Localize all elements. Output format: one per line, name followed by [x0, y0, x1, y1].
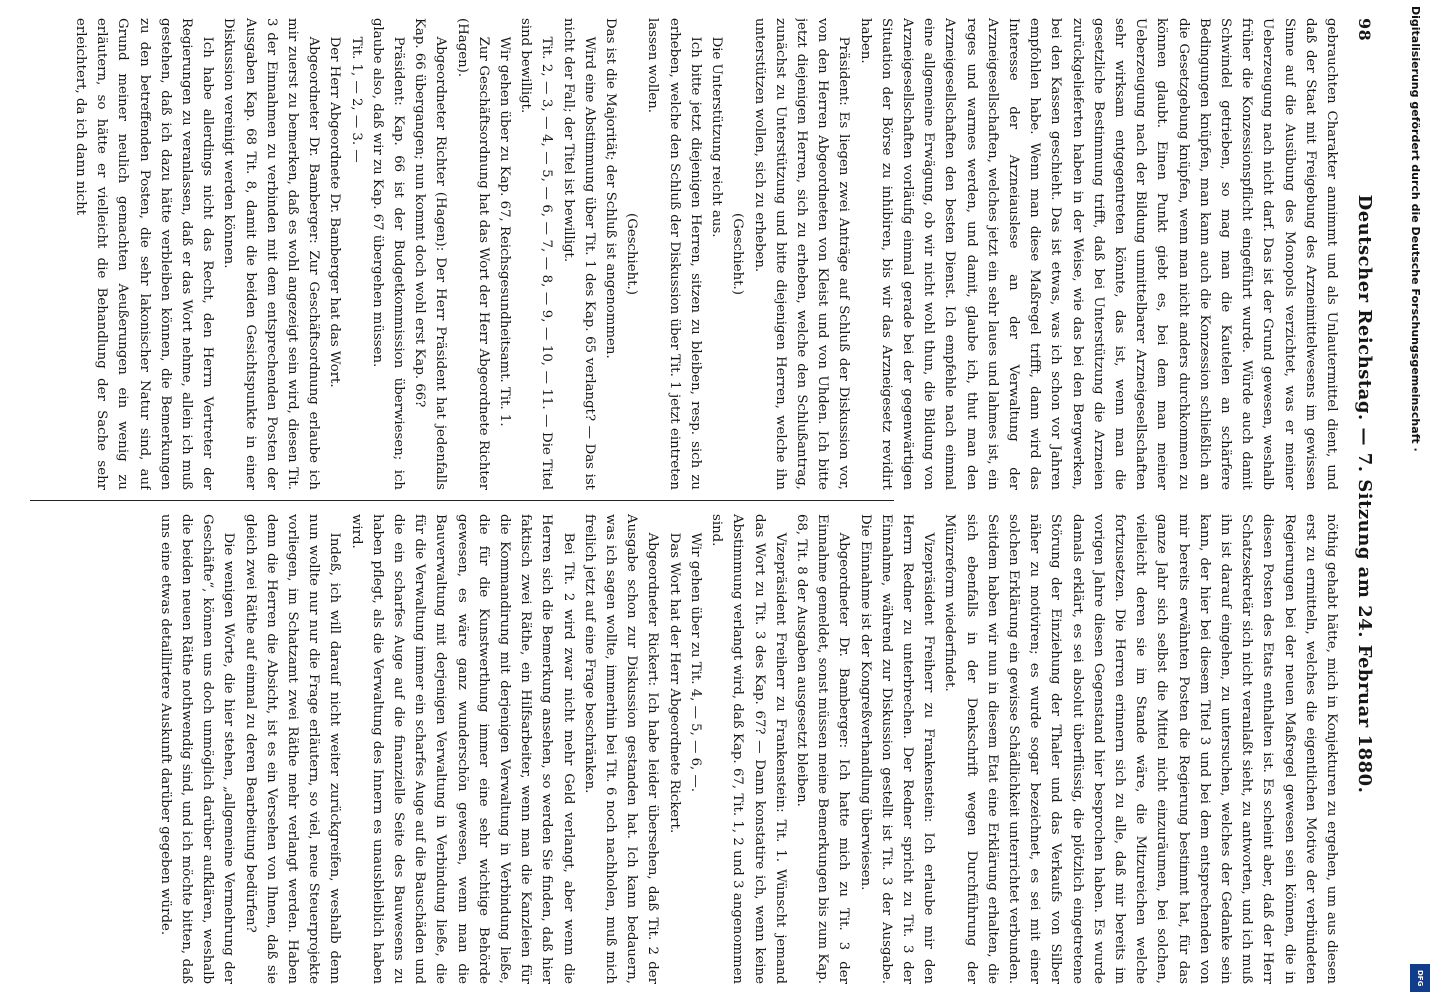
digitization-footer — [1408, 6, 1430, 994]
paragraph: Das ist die Majorität; der Schluß ist angenommen. — [603, 18, 619, 359]
paragraph: Abgeordneter Dr. Bamberger: Ich hatte mich zu Tit. 3 der Einnahme gemeldet, sonst müssen meine Bemerkungen bis zum Kap. 68, Tit. 8 der Ausgaben ausgesetzt bleiben. — [793, 514, 852, 984]
paragraph: (Geschieht.) — [624, 213, 640, 295]
paragraph: nöthig gehabt hätte, mich in Konjekturen zu ergehen, um aus diesen erst zu ermitteln, welches die eigentlichen Motive der verbündeten Regierungen bei der neuen Maßregel gewesen sein können, die in diesen Posten des Etats enthalten ist. Es scheint aber, daß der Herr Schatzsekretär sich nicht veranlaßt sieht, zu antworten, und ich muß ihn ist darauf eingehen, zu untersuchen, welches der Gedanke sein kann, der hier bei diesem Titel 3 und bei dem entsprechenden von mir bereits erwähnten Posten die Regierung bestimmt hat, für das ganze Jahr sich selbst die Mittel nicht einzuräumen, bei solchen, vielleicht deren sie im Stande wäre, die Mitzureichen welche fortzusetzen. Die Herren erinnern sich zu alle, daß mir bereits im vorigen Jahre diesen Gegenstand hier besprochen haben. Es wurde damals erklärt, es sei absolut überflüssig, die plötzlich eingetretene Störung der Einziehung der Thaler und das Verkaufs von Silber näher zu motiviren; es wurde sogar bezeichnet, es sei mit einer solchen Erklärung ein gewisse Schädlichkeit unterrichtet verbunden. Seitdem haben wir nun in diesem Etat eine Erklärung erhalten, die sich ebenfalls in der Denkschrift wegen Durchführung der Münzreform wiederfindet. — [942, 514, 1339, 984]
paragraph: Ich bitte jetzt diejenigen Herren, sitzen zu bleiben, resp. sich zu erheben, welche den Schluß der Diskussion über Tit. 1 jetzt eintreten lassen wollen. — [645, 18, 703, 490]
paragraph: (Geschieht.) — [730, 213, 746, 295]
dfg-logo: DFG — [1410, 964, 1430, 992]
paragraph: Wir gehen über zu Kap. 67, Reichsgesundheitsamt. Tit. 1. — [497, 36, 513, 427]
page-number: 98 — [1355, 18, 1375, 42]
paragraph: Wird eine Abstimmung über Tit. 1 des Kap. 65 verlangt? — Das ist nicht der Fall; der Titel ist bewilligt. — [560, 18, 597, 490]
paragraph: Das Wort hat der Herr Abgeordnete Rickert. — [666, 532, 682, 834]
paragraph: Tit. 1, — 2, — 3. — — [348, 36, 364, 163]
footer-credit: Digitalisierung gefördert durch die Deutsche Forschungsgemeinschaft · — [1409, 6, 1422, 452]
paragraph: Vizepräsident Freiherr zu Frankenstein: Ich erlaube mir den Herrn Redner zu unterbrechen. Der Redner spricht zu Tit. 3 der Einnahme, während zur Diskussion gestellt ist Tit. 3 der Ausgabe. Die Einnahme ist der Kongreßverhandlung überwiesen. — [857, 514, 937, 984]
paragraph: Bei Tit. 2 wird zwar nicht mehr Geld verlangt, aber wenn die Herren sich die Bemerkung ansehen, so werden Sie finden, daß hier faktisch zwei Räthe, ein Hilfsarbeiter, wenn man die Kanzleien für die Kommandirung mit derjenigen Verwaltung in Verbindung ließe, die für die Kunstwerthung immer eine sehr wichtige Behörde gewesen, es wäre ganz wunderschön gewesen, wenn man die Bauverwaltung mit derjenigen Verwaltung in Verbindung ließe, die für die Verwaltung immer ein scharfes Auge auf die Bauschäden und die ein scharfes Auge auf die finanzielle Seite des Bauwesens zu haben pflegt, als die Verwaltung des Innern es unausbleiblich haben wird. — [348, 514, 576, 984]
paragraph: Der Herr Abgeordnete Dr. Bamberger hat das Wort. — [327, 36, 343, 388]
paragraph: gebrauchten Charakter annimmt und als Unlautermittel dient, und daß der Staat mit Freigebung des Arzneimittelwesens im gewissen Sinne auf die Ausübung des Monopols verzichtet, was er meiner Ueberzeugung nach nicht darf. Das ist der Grund gewesen, weshalb früher die Konzessionspflicht eingeführt wurde. Würde auch damit Schwindel getrieben, so mag man die Kautelen an schärfere Bedingungen knüpfen, man kann auch die Konzession schließlich an die Gesetzgebung knüpfen, wenn man nicht anders durchkommen zu können glaubt. Einen Punkt giebt es, bei dem man meiner Ueberzeugung nach der Bildung unmittelbarer Arzneigesellschaften sehr wirksam entgegentreten könnte, das ist, wenn man die gesetzliche Bestimmung trifft, daß bei Unterstützung die Arzneien zurückgelieferten haben in der Weise, wie das bei den Bergwerken, bei den Kassen geschieht. Das ist etwas, was ich schon vor Jahren empfohlen habe. Wenn man diese Maßregel trifft, dann wird das Interesse der Arzneiauslese an der Verwaltung der Arzneigesellschaften, welches jetzt ein sehr laues und lahmes ist, ein reges und warmes werden, und damit, glaube ich, thut man den Arzneigesellschaften den besten Dienst. Ich empfehle nach einmal eine allgemeine Erwägung, ob wir nicht wohl thun, die Bildung von Arzneigesellschaften vorläufig einmal gerade bei der gegenwärtigen Situation der Börse zu inhibiren, bis wir das Arzneigesetz revidirt haben. — [857, 18, 1339, 490]
paragraph: Ich habe allerdings nicht das Recht, den Herrn Vertreter der Regierungen zu veranlassen, daß er das Wort nehme, allein ich muß gestehen, daß ich dazu hätte verbleiben können, die Bemerkungen zu den betreffenden Posten, die sehr lakonischer Natur sind, auf Grund meiner neulich gemachten Aeußerungen ein wenig zu erläutern, so hätte er vielleicht die Behandlung der Sache sehr erleichtert, da ich dann nicht — [73, 18, 216, 490]
right-column — [26, 514, 1342, 984]
paragraph: Vizepräsident Freiherr zu Frankenstein: Tit. 1. Wünscht jemand das Wort zu Tit. 3 des Kap. 67? — Dann konstatire ich, wenn keine Abstimmung verlangt wird, daß Kap. 67, Tit. 1, 2 und 3 angenommen sind. — [709, 514, 788, 984]
page-title: Deutscher Reichstag. — 7. Sitzung am 24. Februar 1880. — [1354, 194, 1376, 794]
paragraph: Abgeordneter Rickert: Ich habe leider übersehen, daß Tit. 2 der Ausgabe schon zur Diskussion gestanden hat. Ich kann bedauern, was ich sagen wollte, immerhin bei Tit. 6 noch nachholen, muß mich freilich jetzt auf eine Frage beschränken. — [581, 514, 661, 984]
page-header — [1348, 18, 1382, 970]
paragraph: Die wenigen Worte, die hier stehen, „allgemeine Vermehrung der Geschäfte“, können uns doch unmöglich darüber aufklären, weshalb die beiden neuen Räthe nothwendig sind, und ich möchte bitten, daß uns eine etwas detaillirtere Auskunft darüber gegeben würde. — [157, 514, 237, 984]
paragraph: Abgeordneter Dr. Bamberger: Zur Geschäftsordnung erlaube ich mir zuerst zu bemerken, daß es wohl angezeigt sein wird, diesen Tit. 3 der Einnahmen zu verbinden mit dem entsprechenden Posten der Ausgaben Kap. 68 Tit. 8, damit die beiden Gesichtspunkte in einer Diskussion vereinigt werden können. — [221, 18, 322, 490]
column-divider — [30, 500, 894, 501]
paragraph: Abgeordneter Richter (Hagen): Der Herr Präsident hat jedenfalls Kap. 66 übergangen; nun kommt doch wohl erst Kap. 66? — [412, 18, 449, 490]
paragraph: Präsident: Kap. 66 ist der Budgetkommission überwiesen; ich glaube also, daß wir zu Kap. 67 übergehen müssen. — [369, 18, 407, 490]
paragraph: Präsident: Es liegen zwei Anträge auf Schluß der Diskussion vor, von den Herren Abgeordneten von Kleist und von Uhden. Ich bitte jetzt diejenigen Herren, sich zu erheben, welche den Schlußantrag, zunächst zu Unterstützung und bitte diejenigen Herren, welche ihn unterstützen wollen, sich zu erheben. — [751, 18, 852, 490]
paragraph: Die Unterstützung reicht aus. — [709, 36, 725, 238]
paragraph: Zur Geschäftsordnung hat das Wort der Herr Abgeordnete Richter (Hagen). — [454, 18, 491, 490]
paragraph: Indeß, ich will darauf nicht weiter zurückgreifen, weshalb denn nun wollte nur nur die Frage erläutern, so viel, neue Steuerprojekte vorliegen, im Schatzamt zwei Räthe mehr verlangt werden. Haben denn die Herren die Absicht, ist es ein Versehen von Ihnen, daß sie gleich zwei Räthe auf einmal zu deren Bearbeitung bedürfen? — [242, 514, 343, 984]
left-column — [26, 18, 1342, 490]
paragraph: Wir gehen über zu Tit. 4, — 5, — 6, —. — [687, 532, 703, 793]
paragraph: Tit. 2, — 3, — 4, — 5, — 6, — 7, — 8, — 9, — 10, — 11. — Die Titel sind bewilligt. — [518, 18, 555, 490]
